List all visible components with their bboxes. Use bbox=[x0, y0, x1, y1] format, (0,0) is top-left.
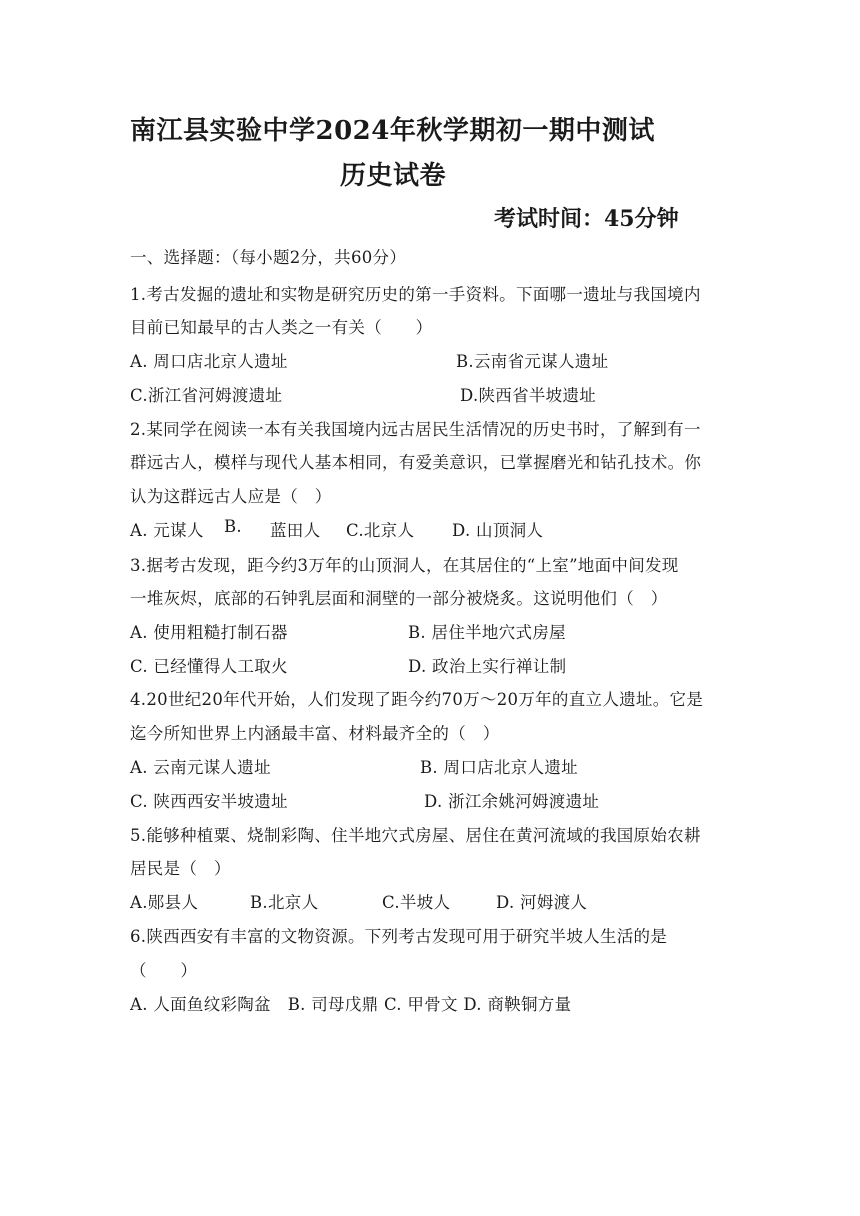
question-stem-line: 3.据考古发现，距今约3万年的山顶洞人，在其居住的“上室”地面中间发现 bbox=[130, 556, 679, 575]
option-a: A. 使用粗糙打制石器 bbox=[130, 623, 288, 642]
exam-title: 南江县实验中学2024年秋学期初一期中测试 bbox=[130, 116, 655, 146]
option-a: A.郧县人 bbox=[130, 893, 199, 912]
option-d: D. 河姆渡人 bbox=[496, 893, 588, 912]
option-c: C.北京人 bbox=[346, 521, 415, 540]
question-stem-line: 认为这群远古人应是（ ） bbox=[130, 487, 332, 506]
option-c: C.半坡人 bbox=[382, 893, 451, 912]
option-d: D. 浙江余姚河姆渡遗址 bbox=[424, 792, 600, 811]
option-b: B. 居住半地穴式房屋 bbox=[408, 623, 566, 642]
question-stem-line: 5.能够种植粟、烧制彩陶、住半地穴式房屋、居住在黄河流域的我国原始农耕 bbox=[130, 826, 701, 845]
question-stem-line: 群远古人，模样与现代人基本相同，有爱美意识，已掌握磨光和钻孔技术。你 bbox=[130, 453, 702, 472]
question-stem-line: 居民是（ ） bbox=[130, 859, 231, 878]
option-d: D. 政治上实行禅让制 bbox=[408, 657, 567, 676]
option-b-text: 蓝田人 bbox=[270, 521, 321, 540]
option-b: B.北京人 bbox=[250, 893, 319, 912]
question-stem-line: 2.某同学在阅读一本有关我国境内远古居民生活情况的历史书时，了解到有一 bbox=[130, 420, 701, 439]
option-a: A. 云南元谋人遗址 bbox=[130, 758, 271, 777]
option-c: C. 陕西西安半坡遗址 bbox=[130, 792, 288, 811]
question-stem-line: 4.20世纪20年代开始，人们发现了距今约70万～20万年的直立人遗址。它是 bbox=[130, 690, 704, 709]
option-b: B.云南省元谋人遗址 bbox=[456, 352, 609, 371]
question-stem-line: 目前已知最早的古人类之一有关（ ） bbox=[130, 318, 433, 337]
exam-subtitle: 历史试卷 bbox=[340, 161, 447, 191]
option-c: C.浙江省河姆渡遗址 bbox=[130, 386, 283, 405]
option-a: A. 周口店北京人遗址 bbox=[130, 352, 288, 371]
options-line: A. 人面鱼纹彩陶盆 B. 司母戊鼎 C. 甲骨文 D. 商鞅铜方量 bbox=[130, 995, 572, 1014]
question-stem-line: 一堆灰烬，底部的石钟乳层面和洞壁的一部分被烧炙。这说明他们（ ） bbox=[130, 589, 668, 608]
question-stem-line: （ ） bbox=[130, 961, 198, 980]
option-b-letter: B. bbox=[224, 517, 242, 536]
option-a: A. 元谋人 bbox=[130, 521, 204, 540]
option-c: C. 已经懂得人工取火 bbox=[130, 657, 288, 676]
section-heading: 一、选择题：（每小题2分，共60分） bbox=[130, 248, 407, 267]
question-stem-line: 1.考古发掘的遗址和实物是研究历史的第一手资料。下面哪一遗址与我国境内 bbox=[130, 285, 701, 304]
option-d: D. 山顶洞人 bbox=[452, 521, 544, 540]
exam-time: 考试时间：45分钟 bbox=[494, 206, 679, 232]
option-b: B. 周口店北京人遗址 bbox=[420, 758, 578, 777]
option-d: D.陕西省半坡遗址 bbox=[460, 386, 597, 405]
question-stem-line: 6.陕西西安有丰富的文物资源。下列考古发现可用于研究半坡人生活的是 bbox=[130, 927, 668, 946]
question-stem-line: 迄今所知世界上内涵最丰富、材料最齐全的（ ） bbox=[130, 724, 500, 743]
